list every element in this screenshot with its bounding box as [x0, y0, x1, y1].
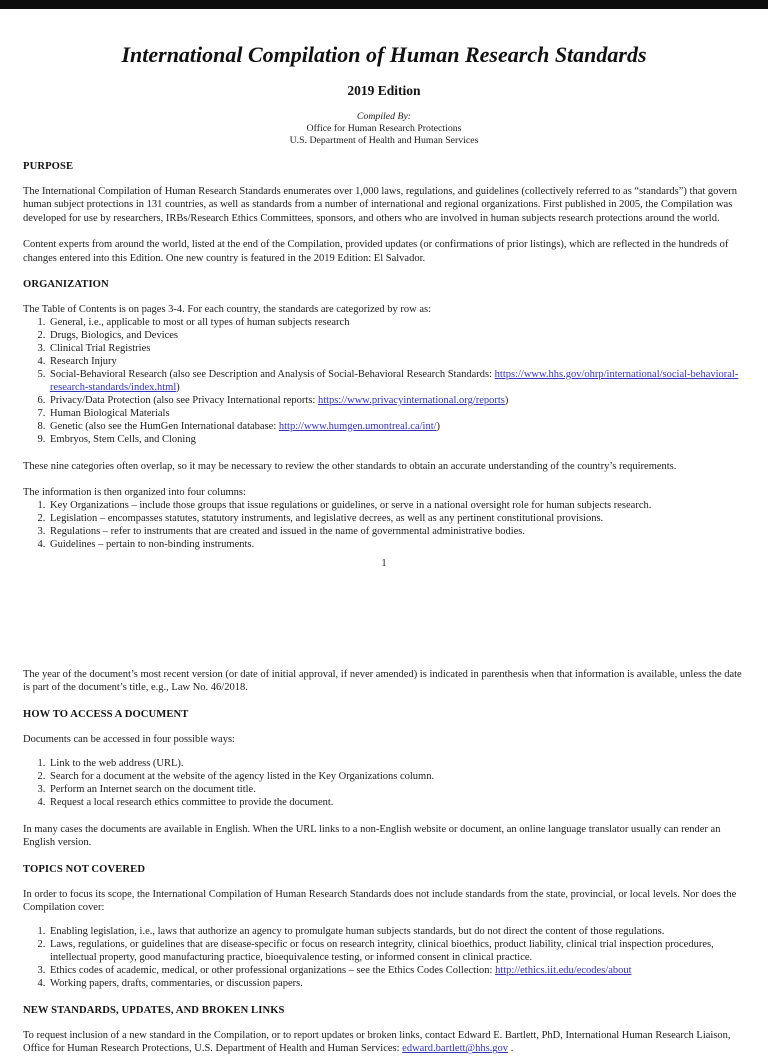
- row-text: ): [504, 394, 509, 406]
- list-item: [48, 771, 745, 784]
- list-item: [48, 317, 745, 330]
- category-row-list: [23, 317, 745, 446]
- purpose-heading: PURPOSE: [23, 161, 74, 172]
- list-item: [48, 330, 745, 343]
- row-text: Human Biological Materials: [50, 407, 170, 419]
- access-outro: In many cases the documents are available in English. When the URL links to a non-English website or document, an online language translator usually can render an English version.: [23, 823, 721, 849]
- row-text: Clinical Trial Registries: [50, 343, 151, 355]
- row-text: Genetic (also see the HumGen International database:: [50, 420, 279, 432]
- list-item: [48, 408, 745, 421]
- compiled-by-block: [23, 111, 745, 147]
- list-item: [48, 356, 745, 369]
- link-ethics-codes-collection[interactable]: http://ethics.iit.edu/ecodes/about: [495, 965, 632, 977]
- columns-intro: The information is then organized into four columns:: [23, 486, 246, 498]
- list-item: [48, 343, 745, 356]
- list-item: [48, 965, 745, 978]
- row-text: ): [176, 381, 180, 393]
- list-item: [48, 758, 745, 771]
- viewer-top-bar: [0, 0, 768, 9]
- overlap-note: These nine categories often overlap, so it may be necessary to review the other standards to obtain an accurate understanding of the country’s requirements.: [23, 460, 677, 472]
- way-text: Request a local research ethics committee to provide the document.: [50, 796, 334, 808]
- compiled-org-2: U.S. Department of Health and Human Services: [289, 135, 479, 146]
- list-item: [48, 434, 745, 447]
- list-item: [48, 939, 745, 965]
- compiled-by-label: Compiled By:: [356, 111, 412, 122]
- list-item: [48, 421, 745, 434]
- link-social-behavioral-standards[interactable]: https://www.hhs.gov/ohrp/international/social-behavioral-research-standards/index.html: [50, 369, 739, 393]
- list-item: [48, 784, 745, 797]
- topics-not-covered-intro: In order to focus its scope, the International Compilation of Human Research Standards does not include standards from the state, provincial, or local levels. Nor does the Compilation cover:: [23, 888, 737, 913]
- list-item: [48, 539, 745, 552]
- way-text: Perform an Internet search on the document title.: [50, 783, 256, 795]
- row-text: Research Injury: [50, 356, 117, 368]
- column-text: Regulations – refer to instruments that are created and issued in the name of governmental administrative bodies.: [50, 526, 525, 538]
- link-humgen-database[interactable]: http://www.humgen.umontreal.ca/int/: [278, 420, 437, 432]
- list-item: [48, 526, 745, 539]
- row-text: General, i.e., applicable to most or all types of human subjects research: [50, 317, 350, 329]
- item-text: Ethics codes of academic, medical, or other professional organizations – see the Ethics Codes Collection:: [50, 965, 496, 977]
- column-text: Legislation – encompasses statutes, statutory instruments, and legislative decrees, as well as any pertinent constitutional provisions.: [50, 513, 604, 525]
- access-ways-list: [23, 758, 745, 810]
- way-text: Link to the web address (URL).: [50, 758, 184, 770]
- row-text: Privacy/Data Protection (also see Privacy International reports:: [50, 394, 318, 406]
- item-text: Working papers, drafts, commentaries, or discussion papers.: [50, 978, 303, 990]
- edition-subtitle: 2019 Edition: [347, 83, 421, 98]
- page-break-gap: [23, 569, 745, 655]
- organization-intro: The Table of Contents is on pages 3-4. For each country, the standards are categorized by row as:: [23, 304, 432, 316]
- list-item: [48, 395, 745, 408]
- list-item: [48, 369, 745, 395]
- list-item: [48, 513, 745, 526]
- organization-heading: ORGANIZATION: [23, 279, 109, 291]
- way-text: Search for a document at the website of the agency listed in the Key Organizations column.: [50, 771, 435, 783]
- list-item: [48, 500, 745, 513]
- column-text: Key Organizations – include those groups that issue regulations or guidelines, or serve in a national oversight role for human subjects research.: [50, 500, 652, 512]
- row-text: Social-Behavioral Research (also see Description and Analysis of Social-Behavioral Research Standards:: [50, 369, 495, 381]
- row-text: ): [436, 420, 441, 432]
- list-item: [48, 797, 745, 810]
- new-standards-paragraph: [23, 1029, 745, 1056]
- access-heading: HOW TO ACCESS A DOCUMENT: [23, 708, 189, 720]
- list-item: [48, 926, 745, 939]
- purpose-paragraph-2: Content experts from around the world, listed at the end of the Compilation, provided updates (or confirmations of prior listings), which are reflected in the hundreds of changes entered into this Edition. One new country is featured in the 2019 Edition: El Salvador.: [23, 239, 729, 264]
- topics-not-covered-list: [23, 926, 745, 991]
- list-item: [48, 978, 745, 991]
- link-contact-email[interactable]: edward.bartlett@hhs.gov: [402, 1043, 509, 1055]
- link-privacy-international-reports[interactable]: https://www.privacyinternational.org/reports: [317, 394, 505, 406]
- row-text: Drugs, Biologics, and Devices: [50, 330, 179, 342]
- purpose-paragraph-1: The International Compilation of Human Research Standards enumerates over 1,000 laws, regulations, and guidelines (collectively referred to as “standards”) that govern human subject protections in 131 countries, as well as standards from a number of international and regional organizations. First published in 2005, the Compilation was developed for use by researchers, IRBs/Research Ethics Committees, sponsors, and others who are involved in human subjects research protections around the world.: [23, 186, 738, 224]
- contact-text: To request inclusion of a new standard in the Compilation, or to report updates or broken links, contact Edward E. Bartlett, PhD, International Human Research Liaison, Office for Human Research Protections, U.S. Department of Health and Human Services:: [23, 1029, 731, 1055]
- compiled-org-1: Office for Human Research Protections: [306, 123, 462, 134]
- access-intro: Documents can be accessed in four possible ways:: [23, 733, 235, 745]
- contact-text: .: [508, 1043, 514, 1055]
- item-text: Enabling legislation, i.e., laws that authorize an agency to promulgate human subjects standards, but do not direct the content of those regulations.: [50, 926, 665, 938]
- year-note: The year of the document’s most recent version (or date of initial approval, if never amended) is indicated in parenthesis when that information is available, unless the date is part of the document’s title, e.g., Law No. 46/2018.: [23, 668, 742, 694]
- page-number: 1: [381, 557, 387, 569]
- new-standards-heading: NEW STANDARDS, UPDATES, AND BROKEN LINKS: [23, 1004, 285, 1016]
- document-title: International Compilation of Human Research Standards: [121, 42, 647, 67]
- columns-list: [23, 500, 745, 552]
- item-text: Laws, regulations, or guidelines that are disease-specific or focus on research integrity, clinical bioethics, product liability, clinical trial inspection procedures, intellectual property, good manufacturing practice, bioequivalence testing, or informed consent in clinical practice.: [50, 939, 714, 964]
- column-text: Guidelines – pertain to non-binding instruments.: [50, 539, 255, 551]
- row-text: Embryos, Stem Cells, and Cloning: [50, 433, 196, 445]
- topics-not-covered-heading: TOPICS NOT COVERED: [23, 863, 146, 875]
